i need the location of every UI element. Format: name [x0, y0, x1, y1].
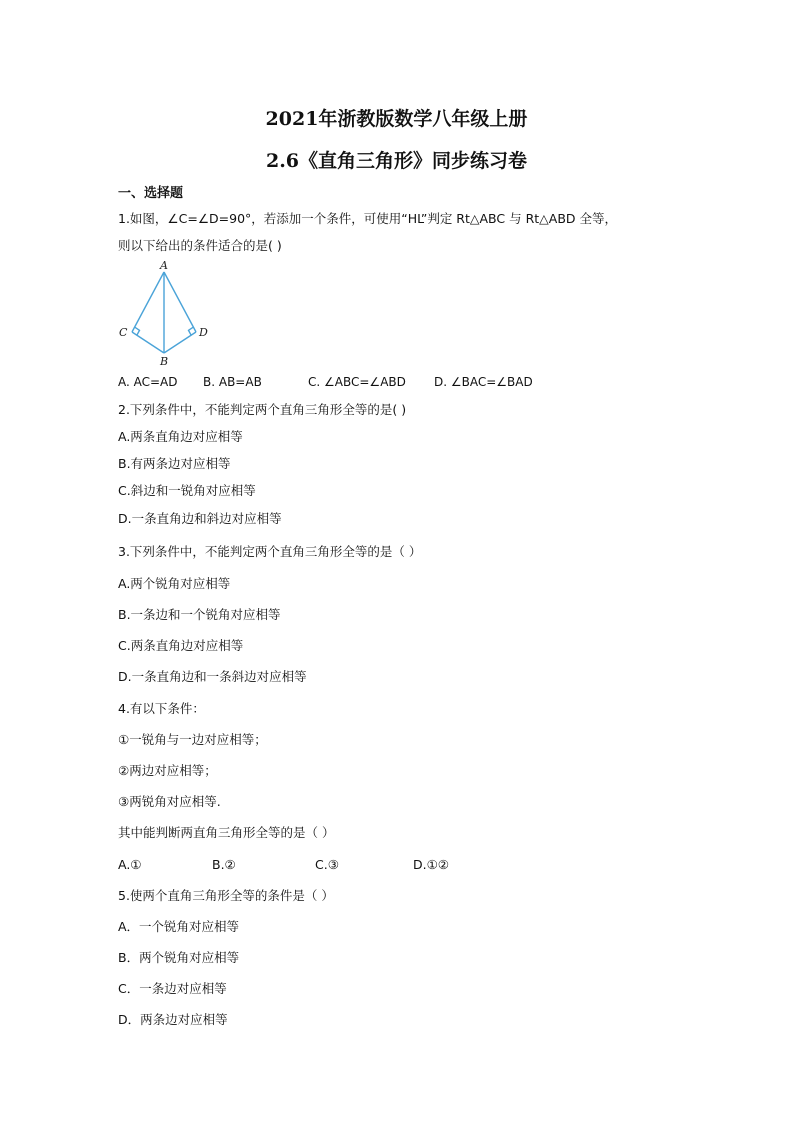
q1-kite-figure: [112, 258, 222, 370]
q5-stem: 5.使两个直角三角形全等的条件是（ ）: [118, 888, 334, 903]
vertex-label-b: B: [160, 355, 169, 368]
q3-option-b: B.一条边和一个锐角对应相等: [118, 607, 281, 622]
q4-condition-3: ③两锐角对应相等.: [118, 794, 221, 809]
q4-option-d: D.①②: [413, 857, 450, 872]
vertex-label-d: D: [199, 326, 208, 339]
vertex-label-c: C: [119, 326, 128, 339]
q4-option-a: A.①: [118, 857, 142, 872]
q4-condition-2: ②两边对应相等；: [118, 763, 217, 778]
segment-ac: [132, 272, 164, 332]
q4-option-c: C.③: [315, 857, 339, 872]
q3-stem: 3.下列条件中，不能判定两个直角三角形全等的是（ ）: [118, 544, 422, 559]
vertex-label-a: A: [160, 259, 168, 272]
q2-option-a: A.两条直角边对应相等: [118, 429, 243, 444]
segment-ad: [164, 272, 196, 332]
q5-option-d: D．两条边对应相等: [118, 1012, 228, 1027]
q4-condition-1: ①一锐角与一边对应相等；: [118, 732, 267, 747]
q1-option-d: D. ∠BAC=∠BAD: [434, 375, 533, 389]
section-heading: 一、选择题: [118, 186, 184, 201]
q5-option-c: C．一条边对应相等: [118, 981, 227, 996]
q1-option-b: B. AB=AB: [203, 375, 262, 389]
q5-option-a: A．一个锐角对应相等: [118, 919, 240, 934]
q5-option-b: B．两个锐角对应相等: [118, 950, 240, 965]
q2-option-c: C.斜边和一锐角对应相等: [118, 483, 256, 498]
q2-option-d: D.一条直角边和斜边对应相等: [118, 511, 282, 526]
q3-option-d: D.一条直角边和一条斜边对应相等: [118, 669, 307, 684]
q3-option-c: C.两条直角边对应相等: [118, 638, 244, 653]
q4-question: 其中能判断两直角三角形全等的是（ ）: [118, 825, 335, 840]
document-title: 2021年浙教版数学八年级上册: [265, 108, 528, 130]
q4-option-b: B.②: [212, 857, 236, 872]
q3-option-a: A.两个锐角对应相等: [118, 576, 231, 591]
q1-option-c: C. ∠ABC=∠ABD: [308, 375, 406, 389]
q2-option-b: B.有两条边对应相等: [118, 456, 231, 471]
q4-stem: 4.有以下条件：: [118, 701, 205, 716]
q1-stem-line2: 则以下给出的条件适合的是( ): [118, 238, 282, 253]
q2-stem: 2.下列条件中，不能判定两个直角三角形全等的是( ): [118, 402, 407, 417]
q1-stem-line1: 1.如图，∠C=∠D=90°，若添加一个条件，可使用“HL”判定 Rt△ABC 与 Rt△ABD 全等，: [118, 211, 618, 226]
q1-option-a: A. AC=AD: [118, 375, 178, 389]
document-subtitle: 2.6《直角三角形》同步练习卷: [265, 150, 528, 172]
